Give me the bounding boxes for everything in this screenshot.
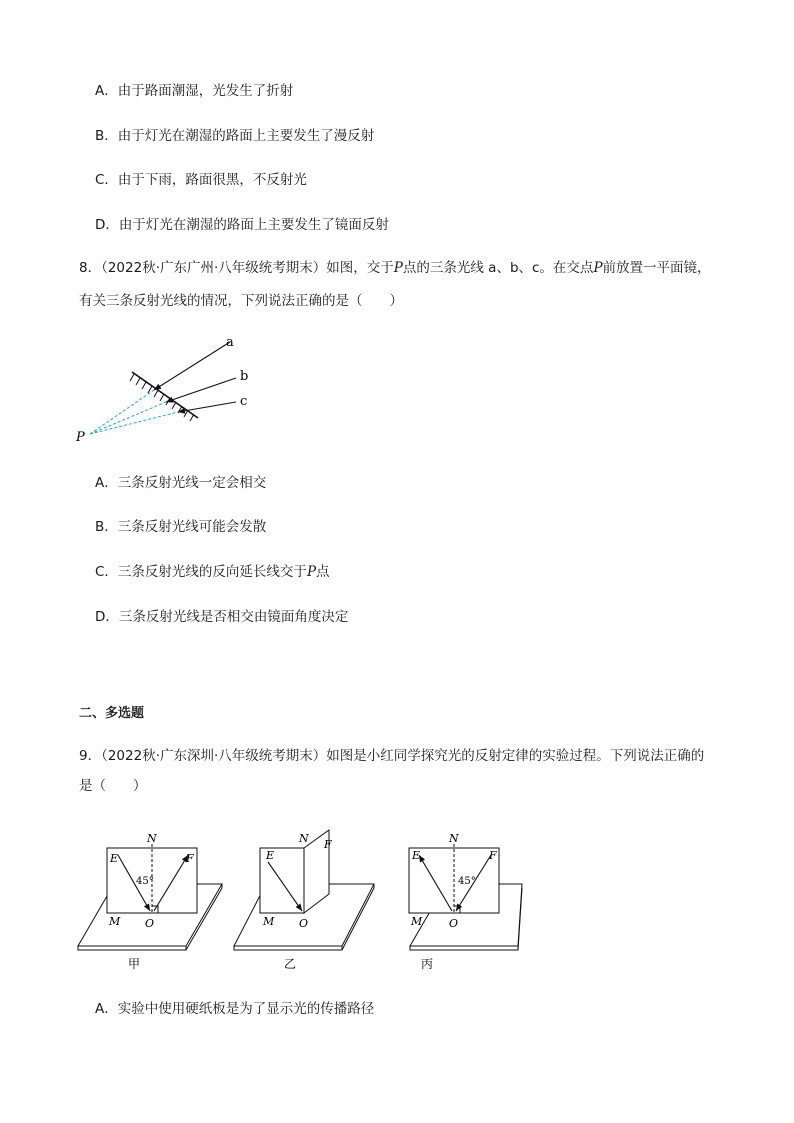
q8-stem-line2: 有关三条反射光线的情况，下列说法正确的是（ ） <box>79 293 403 309</box>
q9-stem-line2: 是（ ） <box>79 778 147 794</box>
q7-option-a: A．由于路面潮湿，光发生了折射 <box>95 83 294 99</box>
label-f-jia: F <box>186 852 194 865</box>
q9-stem-line1: 9．（2022秋·广东深圳·八年级统考期末）如图是小红同学探究光的反射定律的实验过程。下列说法正确的 <box>79 748 705 764</box>
q9-option-a: A．实验中使用硬纸板是为了显示光的传播路径 <box>95 1001 375 1017</box>
label-n-jia: N <box>147 832 157 845</box>
q8-option-c-point: P <box>306 564 317 580</box>
q7-option-d: D．由于灯光在潮湿的路面上主要发生了镜面反射 <box>95 217 389 233</box>
q8-option-c-part1: C．三条反射光线的反向延长线交于 <box>95 564 307 580</box>
q8-point-p: P <box>393 260 403 276</box>
ray-c <box>178 402 236 412</box>
label-m-bing: M <box>411 915 423 928</box>
q7-option-c: C．由于下雨，路面很黑，不反射光 <box>95 172 307 188</box>
label-n-yi: N <box>299 832 309 845</box>
figure-jia <box>78 832 222 971</box>
q8-option-c-part2: 点 <box>316 564 330 580</box>
label-o-bing: O <box>449 917 459 930</box>
q8-point-p2: P <box>593 260 603 276</box>
q8-stem-line1 <box>79 258 711 278</box>
caption-yi: 乙 <box>284 957 297 971</box>
q9-experiment-figures <box>76 822 528 976</box>
ray-a <box>154 342 230 390</box>
caption-bing: 丙 <box>421 957 434 971</box>
label-angle-jia: 45° <box>136 876 154 887</box>
label-m-yi: M <box>263 915 275 928</box>
q8-option-d: D．三条反射光线是否相交由镜面角度决定 <box>95 609 349 625</box>
q8-stem-part2: 点的三条光线 a、b、c。在交点 <box>402 260 594 276</box>
q8-stem-part1: 8．（2022秋·广东广州·八年级统考期末）如图，交于 <box>79 260 394 276</box>
label-e-bing: E <box>412 849 421 862</box>
label-e-yi: E <box>266 849 275 862</box>
figure-yi <box>234 830 374 971</box>
label-f-yi: F <box>324 838 332 851</box>
label-angle-bing: 45° <box>458 876 476 887</box>
ray-extensions <box>90 390 178 434</box>
figure-bing <box>409 832 522 971</box>
label-b: b <box>240 369 249 384</box>
caption-jia: 甲 <box>128 957 141 971</box>
label-c: c <box>240 394 248 409</box>
label-f-bing: F <box>489 849 497 862</box>
label-a: a <box>226 335 234 350</box>
label-n-bing: N <box>449 832 459 845</box>
label-o-jia: O <box>145 917 155 930</box>
mirror-hatching <box>130 374 194 421</box>
label-p: P <box>76 430 85 445</box>
label-m-jia: M <box>109 915 121 928</box>
section-heading: 二、多选题 <box>79 706 145 721</box>
q8-mirror-figure <box>70 330 270 450</box>
ray-b <box>166 378 236 402</box>
label-e-jia: E <box>110 852 119 865</box>
label-o-yi: O <box>299 917 309 930</box>
q8-option-c <box>95 562 330 582</box>
q7-option-b: B．由于灯光在潮湿的路面上主要发生了漫反射 <box>95 128 375 144</box>
q8-stem-part3: 前放置一平面镜， <box>602 260 711 276</box>
q8-option-a: A．三条反射光线一定会相交 <box>95 475 267 491</box>
q8-option-b: B．三条反射光线可能会发散 <box>95 519 267 535</box>
